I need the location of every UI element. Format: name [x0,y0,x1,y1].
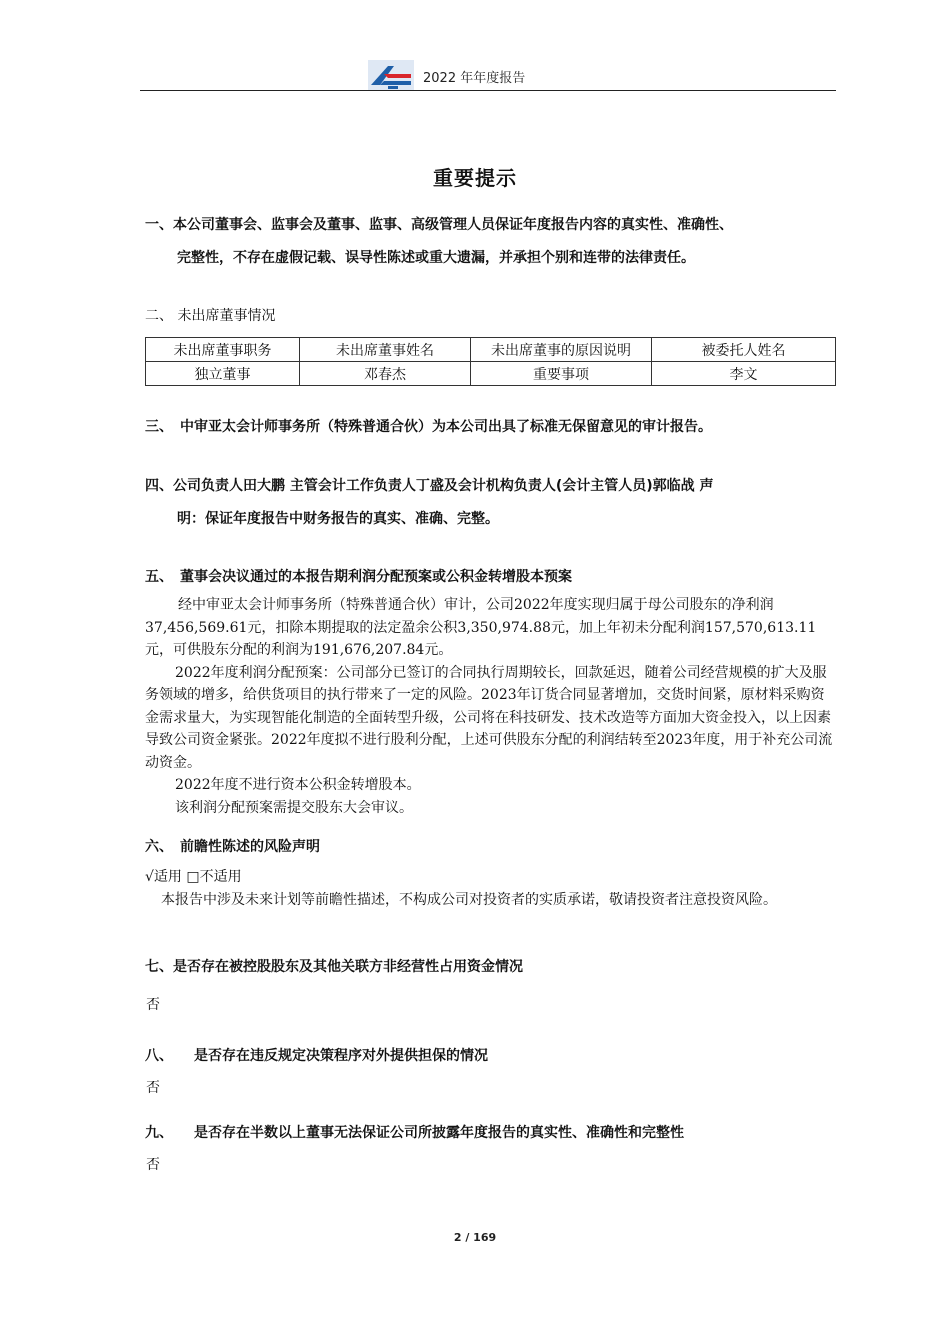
section-5-heading: 五、 董事会决议通过的本报告期利润分配预案或公积金转增股本预案 [145,569,572,585]
page-number: 2 / 169 [453,1231,497,1244]
applicability-options: √适用 □不适用 [145,869,242,885]
section-7-answer: 否 [146,997,160,1013]
section-6-heading: 六、 前瞻性陈述的风险声明 [145,839,320,855]
page-title: 重要提示 [433,166,517,190]
profit-paragraph: 经中审亚太会计师事务所（特殊普通合伙）审计，公司2022年度实现归属于母公司股东的净利润37,456,569.61元，扣除本期提取的法定盈余公积3,350,974.88元，加上年初未分配利润157,570,613.11元，可供股东分配的利润为191,676,207.84元。 [145,597,817,658]
company-logo [368,60,414,90]
risk-statement: 本报告中涉及未来计划等前瞻性描述，不构成公司对投资者的实质承诺，敬请投资者注意投资风险。 [161,891,777,908]
section-2-heading: 二、 未出席董事情况 [145,308,276,324]
table-header-cell: 未出席董事姓名 [300,338,471,362]
absent-directors-table [145,337,836,386]
section-1-line2: 完整性，不存在虚假记载、误导性陈述或重大遗漏，并承担个别和连带的法律责任。 [177,250,695,266]
table-header-cell: 未出席董事职务 [146,338,300,362]
section-8-answer: 否 [146,1080,160,1096]
section-9-answer: 否 [146,1157,160,1173]
section-3-text: 三、 中审亚太会计师事务所（特殊普通合伙）为本公司出具了标准无保留意见的审计报告。 [145,419,712,435]
capital-reserve-paragraph: 2022年度不进行资本公积金转增股本。 [175,777,421,793]
section-7-heading: 七、是否存在被控股股东及其他关联方非经营性占用资金情况 [145,959,523,975]
header-title: 2022 年年度报告 [423,71,526,86]
page-header [140,58,836,91]
section-4-line1: 四、公司负责人田大鹏 主管会计工作负责人丁盛及会计机构负责人(会计主管人员)郭临战 声 [145,478,714,494]
table-cell: 重要事项 [471,362,652,386]
approval-paragraph: 该利润分配预案需提交股东大会审议。 [175,799,413,816]
distribution-plan-paragraph: 2022年度利润分配预案：公司部分已签订的合同执行周期较长，回款延迟，随着公司经营规模的扩大及服务领域的增多，给供货项目的执行带来了一定的风险。2023年订货合同显著增加，交货时间紧，原材料采购资金需求量大，为实现智能化制造的全面转型升级，公司将在科技研发、技术改造等方面加大资金投入，以上因素导致公司资金紧张。2022年度拟不进行股利分配，上述可供股东分配的利润结转至2023年度，用于补充公司流动资金。 [145,664,833,771]
section-1-line1: 一、本公司董事会、监事会及董事、监事、高级管理人员保证年度报告内容的真实性、准确性、 [145,217,733,233]
section-9-heading: 九、 是否存在半数以上董事无法保证公司所披露年度报告的真实性、准确性和完整性 [145,1125,684,1141]
section-5-body [145,594,837,819]
section-6-body [145,866,837,911]
table-cell: 独立董事 [146,362,300,386]
table-header-cell: 未出席董事的原因说明 [471,338,652,362]
table-row [146,362,836,386]
table-header-row [146,338,836,362]
table-header-cell: 被委托人姓名 [652,338,836,362]
section-8-heading: 八、 是否存在违反规定决策程序对外提供担保的情况 [145,1048,488,1064]
table-cell: 李文 [652,362,836,386]
section-4-line2: 明：保证年度报告中财务报告的真实、准确、完整。 [177,511,499,527]
table-cell: 邓春杰 [300,362,471,386]
